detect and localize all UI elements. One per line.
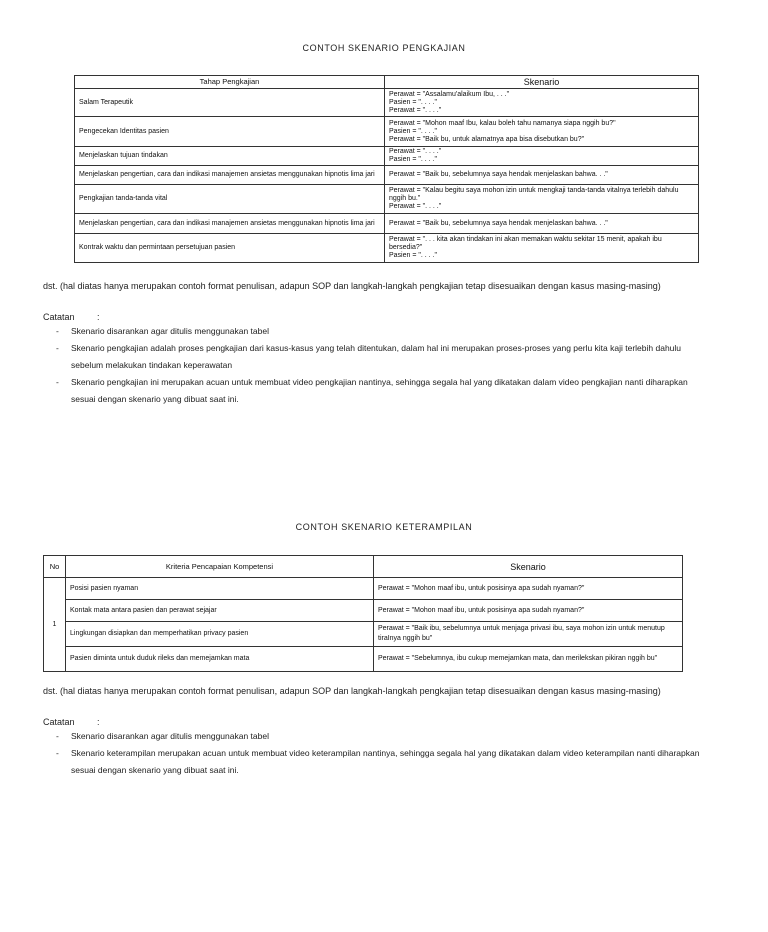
skenario-line: Perawat = ". . . ." [389, 203, 442, 210]
skenario-cell [374, 647, 683, 672]
table-row [44, 600, 683, 622]
note-text: Skenario disarankan agar ditulis menggunakan tabel [71, 326, 269, 336]
note-text: Skenario pengkajian ini merupakan acuan untuk membuat video pengkajian nantinya, sehingga segala hal yang dikatakan dalam video pengkajian nanti diharapkan sesuai dengan skenario yang dibuat saat ini. [71, 377, 688, 404]
pengkajian-catatan-colon: : [97, 312, 100, 322]
header-skenario: Skenario [385, 76, 699, 89]
header-kriteria: Kriteria Pencapaian Kompetensi [66, 556, 374, 578]
table-header-row [44, 556, 683, 578]
keterampilan-catatan-colon: : [97, 717, 100, 727]
list-item [56, 745, 706, 779]
keterampilan-dst-note: dst. (hal diatas hanya merupakan contoh format penulisan, adapun SOP dan langkah-langkah pengkajian tetap disesuaikan dengan kasus masing-masing) [43, 686, 661, 696]
table-row [75, 117, 699, 147]
skenario-line: Pasien = ". . . ." [389, 156, 437, 163]
table-header-row [75, 76, 699, 89]
skenario-line: Pasien = ". . . ." [389, 252, 437, 259]
kriteria-cell: Pasien diminta untuk duduk rileks dan memejamkan mata [66, 647, 374, 672]
tahap-cell: Menjelaskan pengertian, cara dan indikasi manajemen ansietas menggunakan hipnotis lima jari [75, 166, 385, 185]
list-dash: - [56, 377, 59, 387]
skenario-line: Perawat = "Baik bu, sebelumnya saya hendak menjelaskan bahwa. . ." [389, 219, 608, 227]
tahap-cell: Pengecekan Identitas pasien [75, 117, 385, 147]
header-no: No [44, 556, 66, 578]
skenario-line: Perawat = "Baik bu, sebelumnya saya hendak menjelaskan bahwa. . ." [389, 171, 608, 178]
list-dash: - [56, 748, 59, 758]
list-dash: - [56, 326, 59, 336]
skenario-cell [374, 578, 683, 600]
keterampilan-title: CONTOH SKENARIO KETERAMPILAN [295, 522, 473, 532]
list-dash: - [56, 731, 59, 741]
kriteria-cell: Lingkungan disiapkan dan memperhatikan privacy pasien [66, 622, 374, 647]
keterampilan-notes-list [56, 728, 706, 779]
skenario-line: Perawat = "Assalamu'alaikum Ibu, . . ." [389, 90, 510, 98]
table-row [44, 647, 683, 672]
skenario-cell [385, 117, 699, 147]
table-row [44, 622, 683, 647]
row-number: 1 [44, 578, 66, 672]
note-text: Skenario keterampilan merupakan acuan untuk membuat video keterampilan nantinya, sehingga segala hal yang dikatakan dalam video keterampilan nanti diharapkan sesuai dengan skenario yang dibuat saat ini. [71, 748, 700, 775]
table-row [75, 166, 699, 185]
skenario-line: Perawat = ". . . ." [389, 148, 442, 155]
skenario-cell [374, 600, 683, 622]
note-text: Skenario pengkajian adalah proses pengkajian dari kasus-kasus yang telah ditentukan, dalam hal ini merupakan proses-proses yang perlu kita kaji terlebih dahulu sebelum melakukan tindakan keperawatan [71, 343, 682, 370]
skenario-cell [385, 234, 699, 263]
skenario-line: Pasien = ". . . ." [389, 98, 437, 106]
list-item [56, 728, 706, 745]
tahap-cell: Menjelaskan pengertian, cara dan indikasi manajemen ansietas menggunakan hipnotis lima jari [75, 214, 385, 234]
skenario-cell [374, 622, 683, 647]
list-item [56, 323, 706, 340]
header-tahap: Tahap Pengkajian [75, 76, 385, 89]
kriteria-cell: Posisi pasien nyaman [66, 578, 374, 600]
table-row [75, 214, 699, 234]
skenario-line: Perawat = "Mohon maaf ibu, untuk posisinya apa sudah nyaman?" [378, 606, 585, 614]
skenario-line: Pasien = ". . . ." [389, 127, 437, 135]
skenario-line: Perawat = "Mohon maaf ibu, untuk posisinya apa sudah nyaman?" [378, 584, 585, 592]
skenario-cell [385, 166, 699, 185]
table-row [75, 234, 699, 263]
header-skenario: Skenario [374, 556, 683, 578]
pengkajian-dst-note: dst. (hal diatas hanya merupakan contoh format penulisan, adapun SOP dan langkah-langkah pengkajian tetap disesuaikan dengan kasus masing-masing) [43, 281, 661, 291]
list-item [56, 340, 706, 374]
list-dash: - [56, 343, 59, 353]
kriteria-cell: Kontak mata antara pasien dan perawat sejajar [66, 600, 374, 622]
keterampilan-table [43, 555, 683, 672]
skenario-line: Perawat = "Baik bu, untuk alamatnya apa bisa disebutkan bu?" [389, 135, 585, 143]
pengkajian-title: CONTOH SKENARIO PENGKAJIAN [302, 43, 466, 53]
tahap-cell: Kontrak waktu dan permintaan persetujuan pasien [75, 234, 385, 263]
skenario-cell [385, 214, 699, 234]
tahap-cell: Salam Terapeutik [75, 89, 385, 117]
table-row [44, 578, 683, 600]
keterampilan-catatan-label: Catatan [43, 717, 75, 727]
skenario-cell [385, 89, 699, 117]
pengkajian-table [74, 75, 699, 263]
skenario-line: Perawat = "Mohon maaf Ibu, kalau boleh tahu namanya siapa nggih bu?" [389, 119, 616, 127]
table-row [75, 147, 699, 166]
note-text: Skenario disarankan agar ditulis menggunakan tabel [71, 731, 269, 741]
pengkajian-catatan-label: Catatan [43, 312, 75, 322]
table-row [75, 89, 699, 117]
skenario-cell [385, 147, 699, 166]
tahap-cell: Menjelaskan tujuan tindakan [75, 147, 385, 166]
skenario-line: Perawat = ". . . kita akan tindakan ini akan memakan waktu sekitar 15 menit, apakah ibu bersedia?" [389, 236, 662, 251]
skenario-line: Perawat = ". . . ." [389, 106, 442, 114]
skenario-line: Perawat = "Baik ibu, sebelumnya untuk menjaga privasi ibu, saya mohon izin untuk menutup tiraInya nggih bu" [378, 625, 665, 642]
tahap-cell: Pengkajian tanda-tanda vital [75, 185, 385, 214]
table-row [75, 185, 699, 214]
skenario-line: Perawat = "Sebelumnya, ibu cukup memejamkan mata, dan merilekskan pikiran nggih bu" [378, 655, 658, 662]
skenario-cell [385, 185, 699, 214]
skenario-line: Perawat = "Kalau begitu saya mohon izin untuk mengkaji tanda-tanda vitalnya terlebih dahulu nggih bu." [389, 187, 679, 202]
list-item [56, 374, 706, 408]
pengkajian-notes-list [56, 323, 706, 408]
